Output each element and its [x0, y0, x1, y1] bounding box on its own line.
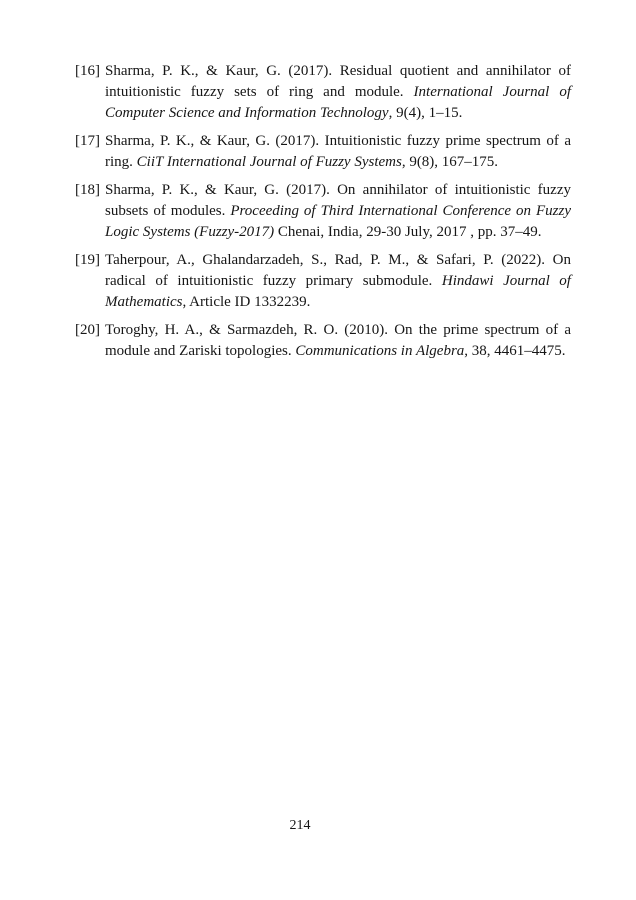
reference-text [105, 180, 571, 243]
reference-source-title: Proceeding of Third International Conference on Fuzzy Logic Systems (Fuzzy-2017) [105, 203, 572, 240]
reference-text-segment: Sharma, P. K., & Kaur, G. (2017). On annihilator of intuitionistic fuzzy subsets of modules. [105, 182, 571, 219]
reference-text [105, 320, 571, 362]
reference-text [105, 250, 571, 313]
reference-label: [20] [75, 322, 100, 338]
references-list [75, 61, 571, 369]
reference-text-segment: Toroghy, H. A., & Sarmazdeh, R. O. (2010). On the prime spectrum of a module and Zariski topologies. [105, 322, 571, 359]
reference-item [75, 131, 571, 173]
reference-text-segment: Taherpour, A., Ghalandarzadeh, S., Rad, P. M., & Safari, P. (2022). On radical of intuitionistic fuzzy primary submodule. [105, 252, 571, 289]
reference-source-title: International Journal of Computer Science and Information Technology [105, 84, 571, 121]
reference-source-title: Hindawi Journal of Mathematics [105, 273, 571, 310]
reference-text-segment: , 38, 4461–4475. [464, 343, 566, 359]
reference-item [75, 180, 571, 243]
reference-item [75, 250, 571, 313]
reference-text-segment: Sharma, P. K., & Kaur, G. (2017). Residual quotient and annihilator of intuitionistic fuzzy sets of ring and module. [105, 63, 571, 100]
reference-text-segment: , 9(4), 1–15. [388, 105, 463, 121]
reference-text-segment: , Article ID 1332239. [182, 294, 311, 310]
reference-label: [19] [75, 252, 100, 268]
reference-label: [18] [75, 182, 100, 198]
reference-source-title: CiiT International Journal of Fuzzy Systems [136, 154, 402, 170]
page-number: 214 [289, 818, 311, 833]
reference-text [105, 61, 571, 124]
reference-item [75, 320, 571, 362]
reference-text-segment: , 9(8), 167–175. [401, 154, 499, 170]
reference-source-title: Communications in Algebra [295, 343, 465, 359]
reference-item [75, 61, 571, 124]
reference-text [105, 131, 571, 173]
reference-label: [16] [75, 63, 100, 79]
reference-text-segment: Sharma, P. K., & Kaur, G. (2017). Intuitionistic fuzzy prime spectrum of a ring. [105, 133, 571, 170]
reference-label: [17] [75, 133, 100, 149]
reference-text-segment: Chenai, India, 29-30 July, 2017 , pp. 37–49. [274, 224, 542, 240]
